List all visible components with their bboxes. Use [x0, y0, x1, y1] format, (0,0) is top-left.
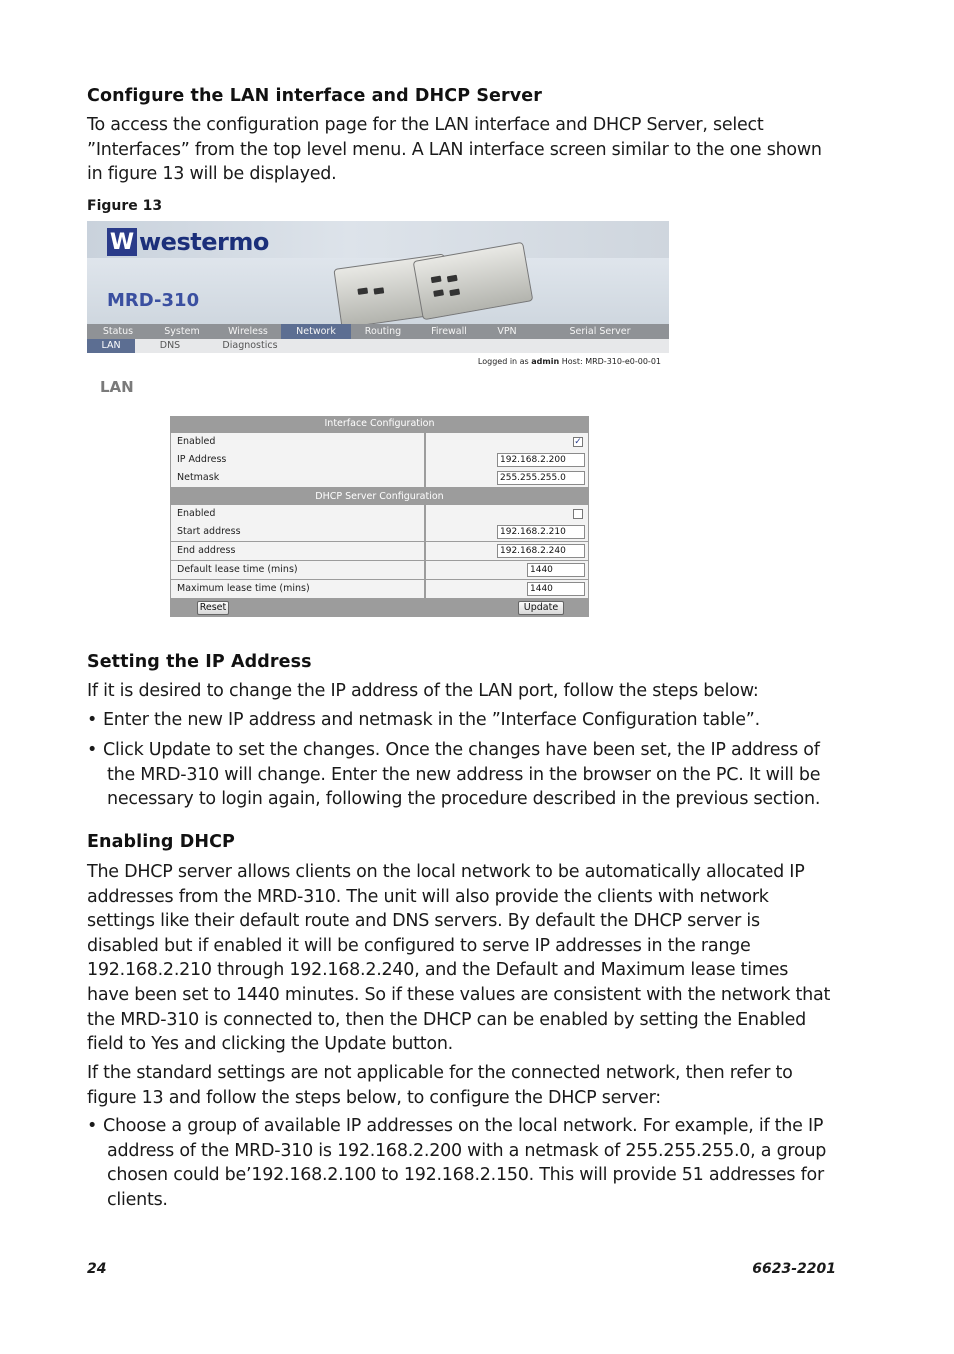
menu-item-system[interactable]: System — [164, 326, 200, 337]
config-input[interactable]: 1440 — [527, 582, 585, 596]
interface-config-header: Interface Configuration — [170, 416, 589, 432]
config-label: Default lease time (mins) — [171, 561, 424, 579]
westermo-logo — [107, 227, 269, 257]
config-label: IP Address — [171, 451, 424, 469]
sub-menu — [87, 339, 669, 353]
body-paragraph: The DHCP server allows clients on the local network to be automatically allocated IP addresses from the MRD-310. The unit will also provide the clients with network settings like their default route and DNS servers. By default the DHCP server is disabled but if enabled it will be configured to serve IP addresses in the range 192.168.2.210 through 192.168.2.240, and the Default and Maximum lease times have been set to 1440 minutes. So if these values are consistent with the network that the MRD-310 is connected to, then the DHCP can be enabled by setting the Enabled field to Yes and clicking the Update button. — [87, 862, 831, 1055]
header-banner — [87, 221, 669, 324]
section-heading: Configure the LAN interface and DHCP Server — [87, 86, 542, 106]
config-value-cell — [426, 523, 588, 541]
config-row — [170, 451, 589, 469]
config-label: End address — [171, 542, 424, 560]
config-value-cell — [426, 561, 588, 579]
submenu-item-dns[interactable]: DNS — [159, 340, 181, 351]
bullet-item — [87, 738, 835, 812]
bullet-marker: • — [87, 740, 98, 760]
config-row — [170, 469, 589, 487]
config-label: Enabled — [171, 433, 424, 451]
config-row — [170, 433, 589, 451]
config-label: Enabled — [171, 505, 424, 523]
body-paragraph: If the standard settings are not applicable for the connected network, then refer to figure 13 and follow the steps below, to configure the DHCP server: — [87, 1063, 793, 1108]
enabled-checkbox[interactable]: ✓ — [574, 437, 582, 447]
config-label: Netmask — [171, 469, 424, 487]
logo-mark: W — [107, 228, 137, 256]
login-host: Host: MRD-310-e0-00-01 — [561, 357, 661, 366]
config-row — [170, 505, 589, 523]
menu-item-network[interactable]: Network — [281, 324, 351, 339]
config-row — [170, 580, 589, 598]
bullet-item — [87, 708, 835, 733]
config-label: Start address — [171, 523, 424, 541]
menu-item-status[interactable]: Status — [102, 326, 134, 337]
config-input[interactable]: 255.255.255.0 — [497, 471, 585, 485]
config-value-cell — [426, 542, 588, 560]
menu-item-vpn[interactable]: VPN — [497, 326, 517, 337]
config-row — [170, 523, 589, 541]
bullet-text: Choose a group of available IP addresses on the local network. For example, if the IP address of the MRD-310 is 192.168.2.200 with a netmask of 255.255.255.0, a group chosen could be’192.168.2.100 to 192.168.2.150. This will provide 51 addresses for clients. — [103, 1116, 827, 1210]
body-paragraph: To access the configuration page for the LAN interface and DHCP Server, select ”Interfaces” from the top level menu. A LAN interface screen similar to the one shown in figure 13 will be displayed. — [87, 115, 822, 185]
submenu-item-diagnostics[interactable]: Diagnostics — [222, 340, 278, 351]
config-input[interactable]: 192.168.2.240 — [497, 544, 585, 558]
login-user: admin — [531, 357, 560, 366]
product-name: MRD-310 — [107, 290, 200, 311]
config-value-cell — [426, 433, 588, 451]
logo-text: westermo — [139, 228, 269, 256]
submenu-item-lan[interactable]: LAN — [87, 339, 135, 353]
dhcp-config-header: DHCP Server Configuration — [170, 489, 589, 505]
menu-item-wireless[interactable]: Wireless — [228, 326, 268, 337]
figure-screenshot — [87, 221, 669, 369]
config-label: Maximum lease time (mins) — [171, 580, 424, 598]
enabled-checkbox[interactable] — [573, 509, 583, 519]
page-title: LAN — [100, 378, 134, 396]
reset-button[interactable]: Reset — [197, 601, 229, 615]
update-button[interactable]: Update — [518, 601, 564, 615]
body-paragraph: If it is desired to change the IP address of the LAN port, follow the steps below: — [87, 681, 759, 701]
top-menu — [87, 324, 669, 339]
menu-item-serial-server[interactable]: Serial Server — [569, 326, 631, 337]
login-status — [478, 357, 661, 366]
section-heading: Enabling DHCP — [87, 832, 235, 852]
config-row — [170, 561, 589, 579]
menu-item-firewall[interactable]: Firewall — [431, 326, 467, 337]
config-row — [170, 542, 589, 560]
config-table — [170, 416, 589, 617]
button-row — [170, 599, 589, 617]
config-value-cell — [426, 469, 588, 487]
page-number: 24 — [87, 1261, 107, 1277]
bullet-text: Enter the new IP address and netmask in the ”Interface Configuration table”. — [103, 710, 760, 730]
config-value-cell — [426, 451, 588, 469]
bullet-marker: • — [87, 710, 98, 730]
config-value-cell — [426, 580, 588, 598]
bullet-text: Click Update to set the changes. Once the changes have been set, the IP address of the MRD-310 will change. Enter the new address in the browser on the PC. It will be necessary to login again, following the procedure described in the previous section. — [103, 740, 821, 810]
figure-label: Figure 13 — [87, 198, 163, 214]
bullet-marker: • — [87, 1116, 98, 1136]
config-input[interactable]: 192.168.2.210 — [497, 525, 585, 539]
doc-number: 6623-2201 — [752, 1261, 836, 1277]
menu-item-routing[interactable]: Routing — [364, 326, 402, 337]
config-input[interactable]: 192.168.2.200 — [497, 453, 585, 467]
bullet-item — [87, 1114, 835, 1212]
config-input[interactable]: 1440 — [527, 563, 585, 577]
section-heading: Setting the IP Address — [87, 652, 312, 672]
config-value-cell — [426, 505, 588, 523]
login-prefix: Logged in as — [477, 357, 529, 366]
